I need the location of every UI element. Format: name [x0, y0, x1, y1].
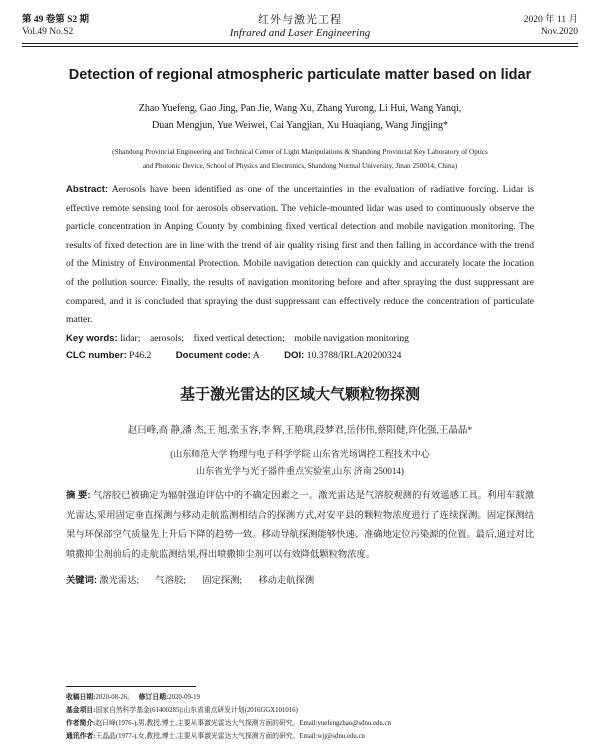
- footnote-dates: 收稿日期:2020-08-26; 修订日期:2020-09-19: [66, 694, 200, 701]
- affiliation-zh-line-1: (山东师范大学 物理与电子科学学院 山东省光场调控工程技术中心: [170, 449, 430, 459]
- abstract-zh: [66, 486, 534, 565]
- authors-zh: 赵曰峰,高 静,潘 杰,王 旭,张玉容,李 辉,王艳琪,段梦君,岳伟伟,蔡阳健,许化强,王晶晶*: [127, 426, 473, 436]
- keyword-en: aerosols;: [149, 333, 185, 344]
- keyword-zh: 固定探测;: [202, 576, 243, 586]
- journal-name-en: Infrared and Laser Engineering: [229, 27, 371, 39]
- clc-number: CLC number: P46.2: [66, 350, 152, 361]
- footnotes: [66, 691, 540, 743]
- keyword-en: mobile navigation monitoring: [294, 333, 409, 344]
- authors-en-line-2: Duan Mengjun, Yue Weiwei, Cai Yangjian, Xu Huaqiang, Wang Jingjing*: [152, 120, 448, 131]
- affiliation-en: [66, 145, 534, 173]
- running-header-en: [22, 27, 578, 41]
- authors-en: [40, 100, 560, 134]
- doi: DOI: 10.3788/IRLA20200324: [284, 350, 402, 361]
- date-cn: 2020 年 11 月: [523, 15, 578, 25]
- footnote-author: 作者简介:赵曰峰(1976-),男,教授,博士,主要从事激光雷达大气探测方面的研究。Email:yuefengzhao@sdnu.edu.cn: [66, 720, 391, 727]
- abstract-en-text: Aerosols have been identified as one of the uncertainties in the evaluation of radiative forcing. Lidar is effective remote sensing tool for aerosols observation. The vehicle-mounted lidar was used to continuously observe the particle concentration in Anping County by combining fixed vertical detection and mobile navigation monitoring. The results of fixed detection are in line with the trend of air quality rising first and then falling in accordance with the trend of the Ministry of Environmental Protection. Mobile navigation detection can quickly and accurately locate the location of the pollution source. Finally, the results of navigation monitoring before and after spraying the dust suppressant are compared, and it is concluded that spraying the dust suppressant can effectively reduce the concentration of particulate matter.: [66, 184, 534, 326]
- abstract-zh-text: 气溶胶已被确定为辐射强迫评估中的不确定因素之一。激光雷达是气溶胶观测的有效遥感工具。利用车载激光雷达,采用固定垂直探测与移动走航监测相结合的探测方式,对安平县的颗粒物浓度进行了连续探测。固定探测结果与环保部空气质量先上升后下降的趋势一致。移动导航探测能够快速、准确地定位污染源的位置。最后,通过对比喷撒抑尘剂前后的走航监测结果,得出喷撒抑尘剂可以有效降低颗粒物浓度。: [66, 491, 534, 560]
- keywords-zh-label: 关键词:: [66, 575, 97, 585]
- classification-line: [66, 350, 534, 361]
- keyword-en: lidar;: [120, 333, 141, 344]
- footnote-fund: 基金项目:国家自然科学基金(61400285);山东省重点研发计划(2016GGX101016): [66, 707, 298, 714]
- title-zh: 基于激光雷达的区域大气颗粒物探测: [179, 385, 420, 403]
- keywords-en: [66, 333, 534, 344]
- title-en: Detection of regional atmospheric particulate matter based on lidar: [68, 67, 532, 83]
- keyword-en: fixed vertical detection;: [193, 333, 285, 344]
- running-header: [22, 11, 578, 25]
- affiliation-en-line-1: (Shandong Provincial Engineering and Technical Center of Light Manipulations & Shandong Provincial Key Laboratory of Optics: [112, 148, 488, 156]
- footnote-corresponding: 通讯作者:王晶晶(1977-),女,教授,博士,主要从事激光雷达大气探测方面的研究。Email:wjj@sdnu.edu.cn: [66, 733, 365, 740]
- keyword-zh: 激光雷达;: [99, 576, 140, 586]
- affiliation-zh-line-2: 山东省光学与光子器件重点实验室,山东 济南 250014): [196, 466, 404, 476]
- affiliation-en-line-2: and Photonic Device, School of Physics and Electronics, Shandong Normal University, Jinan 250014, China): [142, 162, 458, 170]
- date-en: Nov.2020: [540, 27, 578, 37]
- header-rule-thin: [22, 46, 578, 47]
- journal-volume-cn: 第 49 卷第 S2 期: [22, 15, 90, 25]
- abstract-en-label: Abstract:: [66, 184, 109, 195]
- abstract-en: [66, 181, 534, 330]
- journal-name-cn: 红外与激光工程: [258, 14, 342, 26]
- volume-en: Vol.49 No.S2: [22, 27, 74, 37]
- keywords-en-label: Key words:: [66, 333, 118, 344]
- footnote-rule: [66, 686, 196, 687]
- keyword-zh: 气溶胶;: [155, 576, 186, 586]
- abstract-zh-label: 摘 要:: [66, 490, 91, 500]
- document-code: Document code: A: [175, 350, 260, 361]
- header-rule-thick: [22, 43, 578, 44]
- keyword-zh: 移动走航探测: [258, 576, 315, 586]
- received-date: 2020-08-26;: [95, 694, 130, 701]
- keywords-zh: [66, 572, 534, 586]
- authors-en-line-1: Zhao Yuefeng, Gao Jing, Pan Jie, Wang Xu, Zhang Yurong, Li Hui, Wang Yanqi,: [138, 103, 462, 114]
- affiliation-zh: [40, 446, 560, 480]
- revised-date: 2020-09-19: [168, 694, 200, 701]
